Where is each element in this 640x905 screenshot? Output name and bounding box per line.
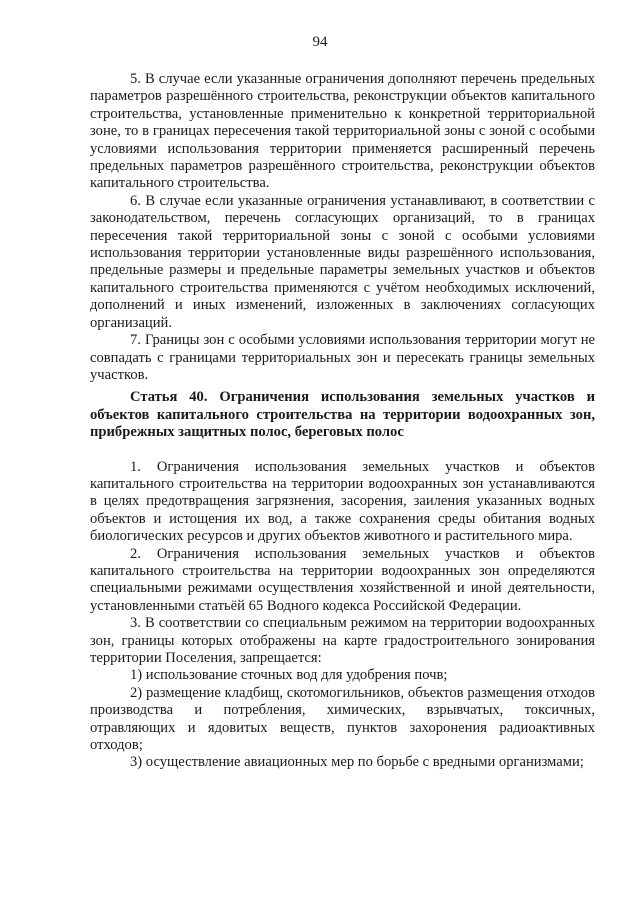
article-paragraph-2: 2. Ограничения использования земельных участков и объектов капитального строительства на территории водоохранных зон определяются специальными режимами осуществления хозяйственной и иной деятельности, установленными статьёй 65 Водного кодекса Российской Федерации. xyxy=(90,545,595,614)
paragraph-7: 7. Границы зон с особыми условиями использования территории могут не совпадать с границами территориальных зон и пересекать границы земельных участков. xyxy=(90,332,595,383)
list-item-1: 1) использование сточных вод для удобрения почв; xyxy=(130,667,448,684)
paragraph-6: 6. В случае если указанные ограничения устанавливают, в соответствии с законодательством, перечень согласующих организаций, то в границах пересечения такой территориальной зоны с зоной с особыми условиями использования территории установленные виды разрешённого использования, предельные размеры и предельные параметры земельных участков и объектов капитального строительства применяются с учётом необходимых исключений, дополнений и иных изменений, изложенных в заключениях согласующих организаций. xyxy=(90,192,595,331)
article-paragraph-1: 1. Ограничения использования земельных участков и объектов капитального строительства на территории водоохранных зон устанавливаются в целях предотвращения загрязнения, засорения, заиления указанных водных объектов и истощения их вод, а также сохранения среды обитания водных биологических ресурсов и других объектов животного и растительного мира. xyxy=(90,458,595,545)
document-body xyxy=(90,71,595,772)
spacer xyxy=(90,442,595,459)
list-item-3: 3) осуществление авиационных мер по борьбе с вредными организмами; xyxy=(130,754,584,771)
article-paragraph-3: 3. В соответствии со специальным режимом на территории водоохранных зон, границы которых отображены на карте градостроительного зонирования территории Поселения, запрещается: xyxy=(90,615,595,666)
page-number: 94 xyxy=(312,34,328,50)
article-heading: Статья 40. Ограничения использования земельных участков и объектов капитального строительства на территории водоохранных зон, прибрежных защитных полос, береговых полос xyxy=(90,389,595,441)
list-item-2: 2) размещение кладбищ, скотомогильников, объектов размещения отходов производства и потребления, химических, взрывчатых, токсичных, отравляющих и ядовитых веществ, пунктов захоронения радиоактивных отходов; xyxy=(90,684,595,754)
paragraph-5: 5. В случае если указанные ограничения дополняют перечень предельных параметров разрешённого строительства, реконструкции объектов капитального строительства, установленные применительно к конкретной территориальной зоне, то в границах пересечения такой территориальной зоны с зоной с особыми условиями использования территории применяется расширенный перечень предельных параметров разрешённого строительства, реконструкции объектов капитального строительства. xyxy=(90,71,595,192)
